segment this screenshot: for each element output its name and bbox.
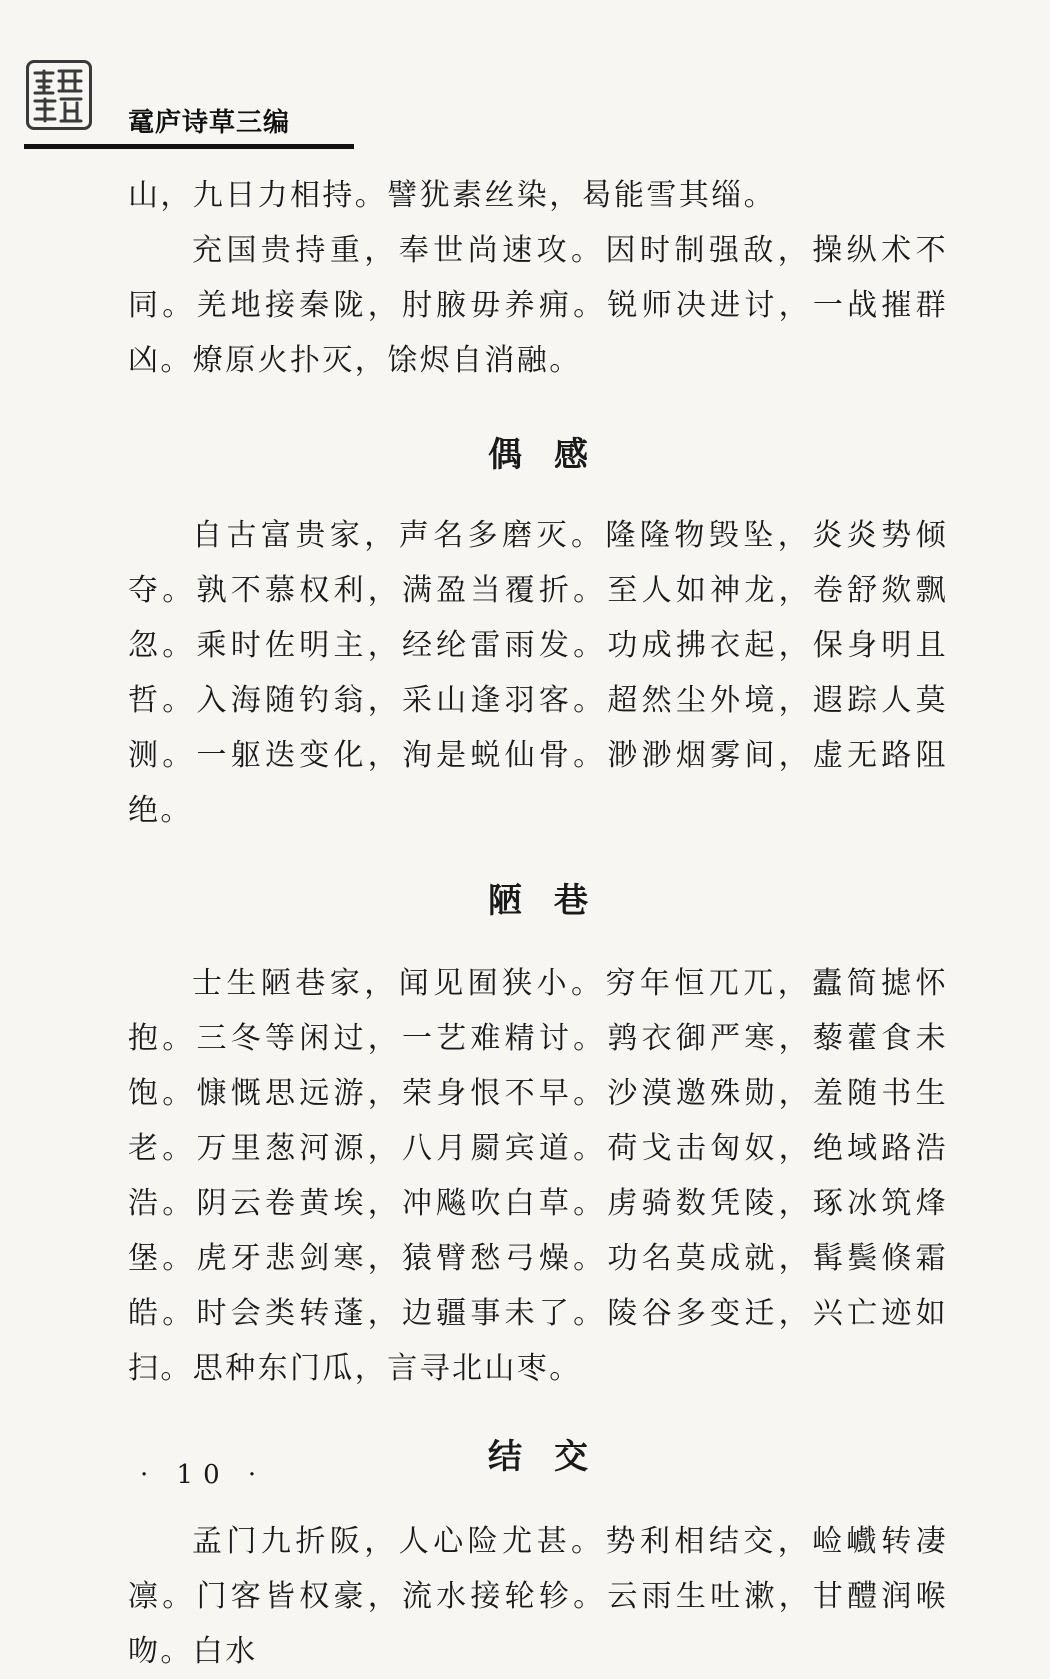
poem-continuation-line: 山，九日力相持。譬犹素丝染，曷能雪其缁。 bbox=[128, 178, 776, 213]
poem-paragraph: 士生陋巷家，闻见囿狭小。穷年恒兀兀，蠹简摅怀抱。三冬等闲过，一艺难精讨。鹑衣御严寒，藜藿食未饱。慷慨思远游，荣身恨不早。沙漠邀殊勋，羞随书生老。万里葱河源，八月罽宾道。荷戈击匈奴，绝域路浩浩。阴云卷黄埃，冲飚吹白草。虏骑数凭陵，琢冰筑烽堡。虎牙悲剑寒，猿臂愁弓燥。功名莫成就，髯鬓倏霜皓。时会类转蓬，边疆事未了。陵谷多变迁，兴亡迹如扫。思种东门瓜，言寻北山枣。 bbox=[128, 966, 948, 1386]
poem-title-louxiang: 陋巷 bbox=[488, 881, 620, 921]
seal-stamp-icon bbox=[26, 60, 92, 130]
poem-body bbox=[128, 168, 948, 1679]
poem-title-jiejiao: 结交 bbox=[488, 1437, 620, 1477]
poem-paragraph: 充国贵持重，奉世尚速攻。因时制强敌，操纵术不同。羌地接秦陇，肘腋毋养痈。锐师决进讨，一战摧群凶。燎原火扑灭，馀烬自消融。 bbox=[128, 233, 948, 378]
poem-title-ougan: 偶感 bbox=[488, 435, 620, 475]
header-rule bbox=[24, 144, 354, 149]
poem-paragraph: 孟门九折阪，人心险尤甚。势利相结交，崄巇转凄凛。门客皆权豪，流水接轮轸。云雨生吐漱，甘醴润喉吻。白水 bbox=[128, 1524, 948, 1669]
page-number: · 10 · bbox=[140, 1460, 267, 1490]
poem-paragraph: 自古富贵家，声名多磨灭。隆隆物毁坠，炎炎势倾夺。孰不慕权利，满盈当覆折。至人如神龙，卷舒欻飘忽。乘时佐明主，经纶雷雨发。功成拂衣起，保身明且哲。入海随钓翁，采山逢羽客。超然尘外境，遐踪人莫测。一躯迭变化，洵是蜕仙骨。渺渺烟雾间，虚无路阻绝。 bbox=[128, 518, 948, 828]
running-title: 鼋庐诗草三编 bbox=[128, 108, 291, 138]
